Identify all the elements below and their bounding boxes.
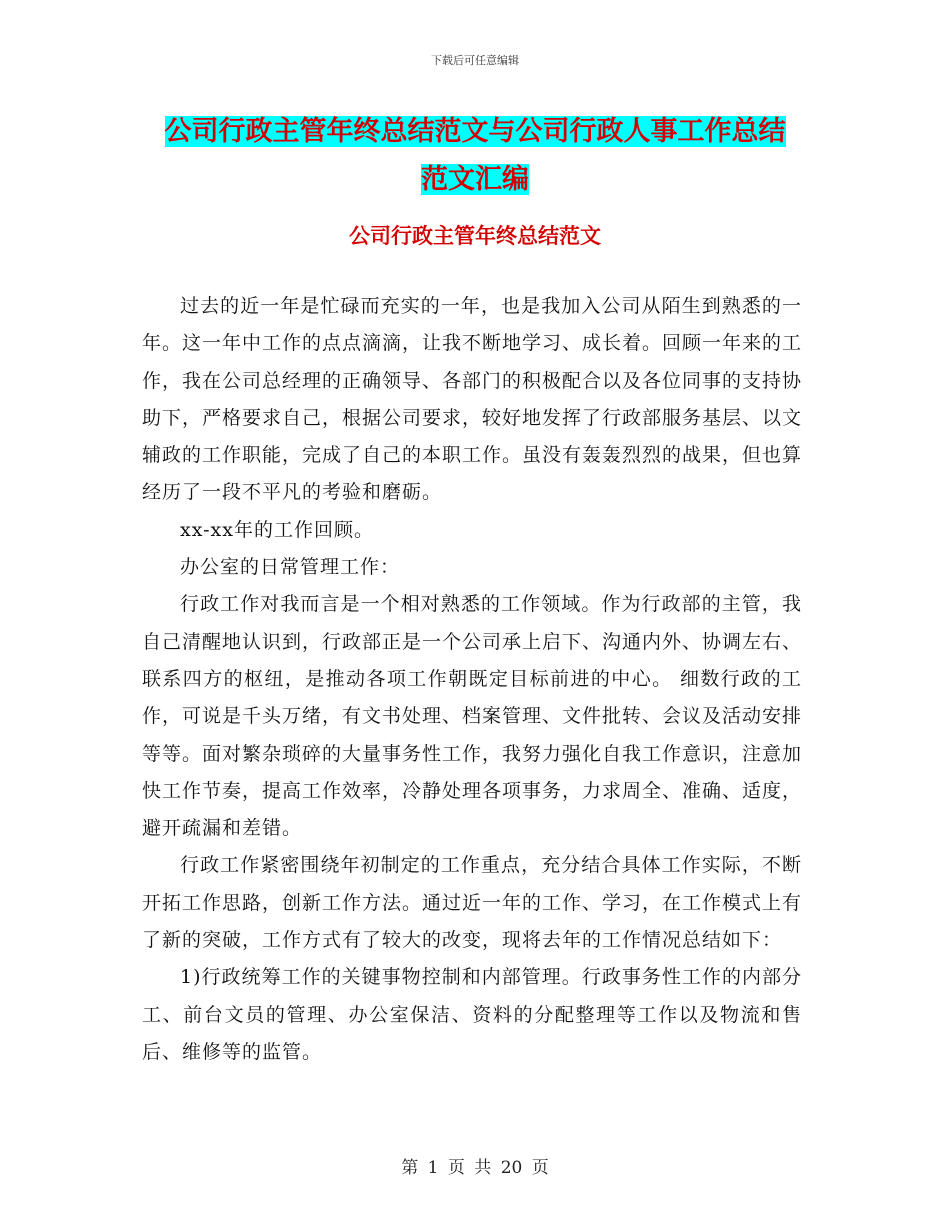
paragraph: 行政工作紧密围绕年初制定的工作重点，充分结合具体工作实际，不断开拓工作思路，创新工作方法。通过近一年的工作、学习，在工作模式上有了新的突破，工作方式有了较大的改变，现将去年的工作情况总结如下： [142, 854, 803, 952]
document-title [140, 108, 810, 204]
header-note: 下载后可任意编辑 [431, 54, 519, 67]
section-title: 公司行政主管年终总结范文 [349, 224, 601, 248]
document-title-line-1: 公司行政主管年终总结范文与公司行政人事工作总结 [164, 116, 786, 147]
paragraph: 办公室的日常管理工作： [180, 556, 401, 579]
paragraph: xx-xx年的工作回顾。 [180, 518, 374, 541]
page-number-footer: 第 1 页 共 20 页 [401, 1158, 549, 1178]
paragraph: 行政工作对我而言是一个相对熟悉的工作领域。作为行政部的主管，我自己清醒地认识到，行政部正是一个公司承上启下、沟通内外、协调左右、联系四方的枢纽，是推动各项工作朝既定目标前进的中心。 细数行政的工作，可说是千头万绪，有文书处理、档案管理、文件批转、会议及活动安排等等。面对繁杂琐碎的大量事务性工作，我努力强化自我工作意识，注意加快工作节奏，提高工作效率，冷静处理各项事务，力求周全、准确、适度，避开疏漏和差错。 [142, 593, 803, 840]
paragraph: 过去的近一年是忙碌而充实的一年，也是我加入公司从陌生到熟悉的一年。这一年中工作的点点滴滴，让我不断地学习、成长着。回顾一年来的工作，我在公司总经理的正确领导、各部门的积极配合以及各位同事的支持协助下，严格要求自己，根据公司要求，较好地发挥了行政部服务基层、以文辅政的工作职能，完成了自己的本职工作。虽没有轰轰烈烈的战果，但也算经历了一段不平凡的考验和磨砺。 [142, 295, 803, 504]
paragraph: 1)行政统筹工作的关键事物控制和内部管理。行政事务性工作的内部分工、前台文员的管理、办公室保洁、资料的分配整理等工作以及物流和售后、维修等的监管。 [142, 966, 802, 1063]
document-body [142, 288, 802, 1071]
document-title-line-2: 范文汇编 [421, 164, 529, 195]
